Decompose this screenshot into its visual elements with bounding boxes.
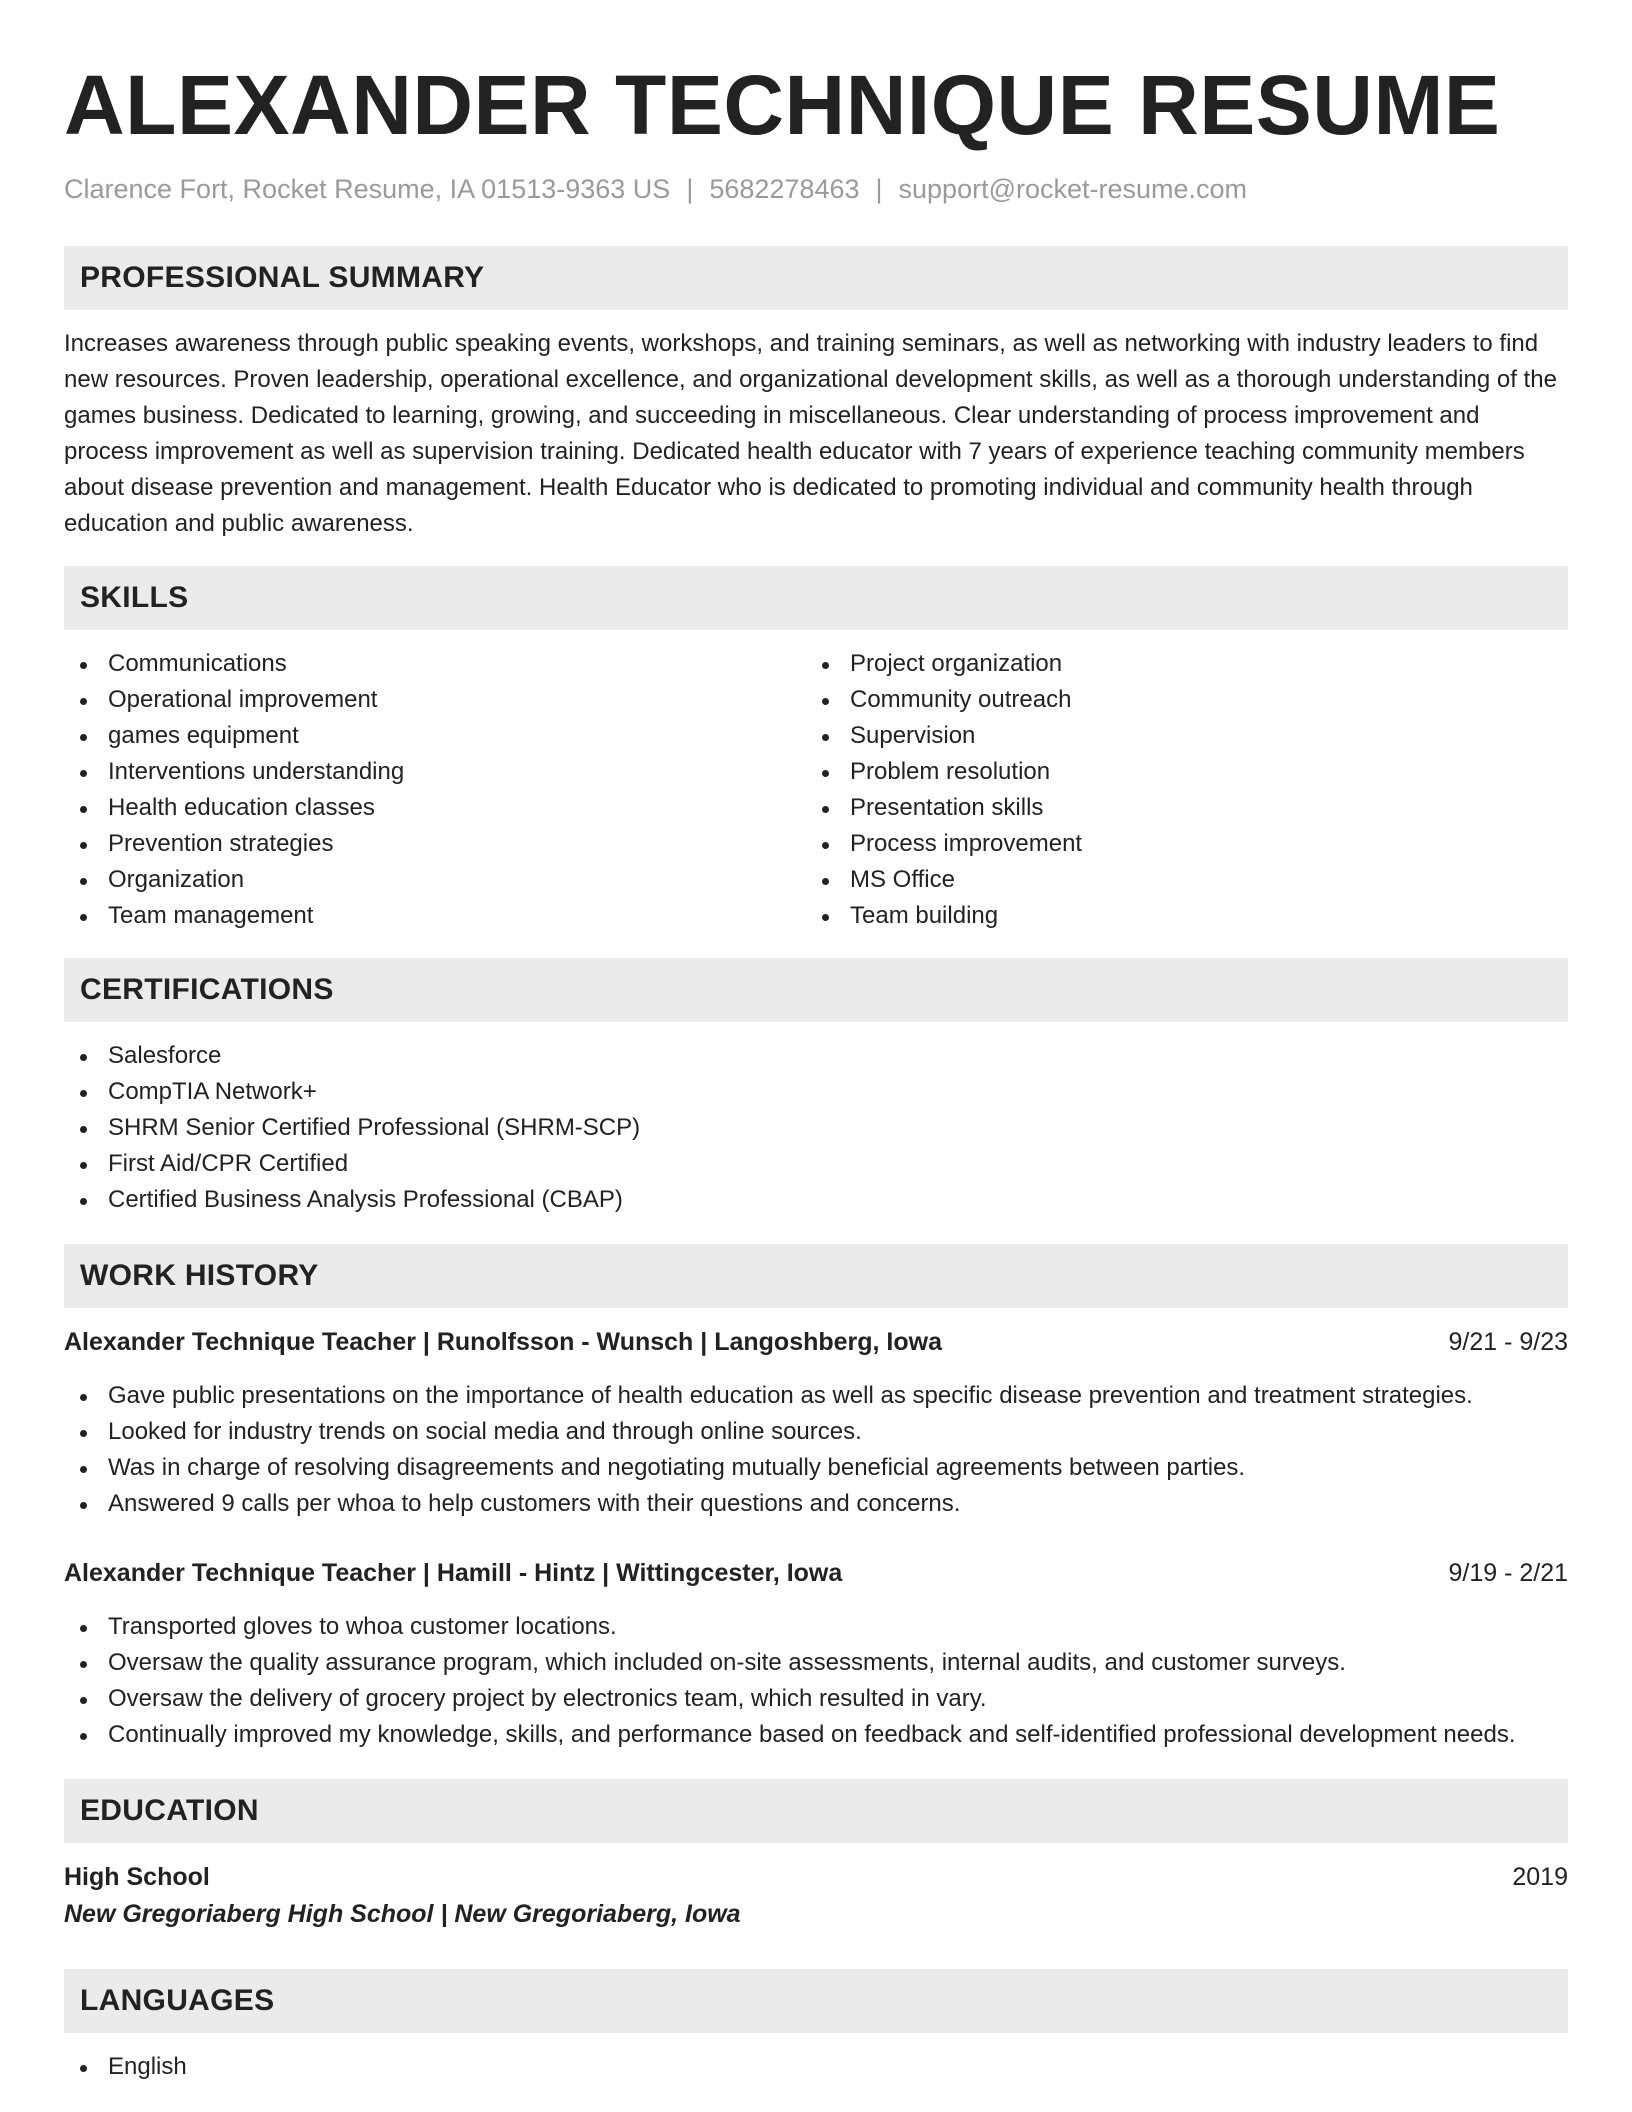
job-title: Alexander Technique Teacher | Hamill - Hintz | Wittingcester, Iowa [64,1559,843,1587]
certification-item: Salesforce [64,1038,1568,1074]
job-bullet: Continually improved my knowledge, skills, and performance based on feedback and self-identified professional development needs. [64,1717,1568,1753]
certification-item: First Aid/CPR Certified [64,1146,1568,1182]
job-bullets [64,1609,1568,1753]
section-heading-certifications: CERTIFICATIONS [64,958,1568,1022]
summary-text: Increases awareness through public speaking events, workshops, and training seminars, as well as networking with industry leaders to find new resources. Proven leadership, operational excellence, and organizational development skills, as well as a thorough understanding of the games business. Dedicated to learning, growing, and succeeding in miscellaneous. Clear understanding of process improvement and process improvement as well as supervision training. Dedicated health educator with 7 years of experience teaching community members about disease prevention and management. Health Educator who is dedicated to promoting individual and community health through education and public awareness. [64,330,1557,537]
education-school: New Gregoriaberg High School | New Gregoriaberg, Iowa [64,1900,741,1928]
skill-item: Project organization [806,646,1548,682]
skills-list-left [64,646,806,934]
job-bullet: Oversaw the quality assurance program, which included on-site assessments, internal audits, and customer surveys. [64,1645,1568,1681]
job-entry [64,1324,1568,1522]
certifications-list [64,1038,1568,1218]
skill-item: Problem resolution [806,754,1548,790]
languages-list [64,2049,1568,2085]
job-header [64,1324,1568,1360]
section-heading-summary: PROFESSIONAL SUMMARY [64,246,1568,310]
certification-item: CompTIA Network+ [64,1074,1568,1110]
skill-item: Team building [806,898,1548,934]
job-entry [64,1555,1568,1753]
job-header [64,1555,1568,1591]
skill-item: games equipment [64,718,806,754]
certification-item: SHRM Senior Certified Professional (SHRM-SCP) [64,1110,1568,1146]
job-bullet: Was in charge of resolving disagreements and negotiating mutually beneficial agreements between parties. [64,1450,1568,1486]
job-bullet: Oversaw the delivery of grocery project by electronics team, which resulted in vary. [64,1681,1568,1717]
skill-item: Team management [64,898,806,934]
job-dates: 9/19 - 2/21 [1448,1559,1568,1587]
skill-item: MS Office [806,862,1548,898]
job-bullet: Answered 9 calls per whoa to help customers with their questions and concerns. [64,1486,1568,1522]
skill-item: Supervision [806,718,1548,754]
job-title: Alexander Technique Teacher | Runolfsson - Wunsch | Langoshberg, Iowa [64,1328,943,1356]
skill-item: Operational improvement [64,682,806,718]
contact-line [64,172,1568,206]
section-heading-skills: SKILLS [64,566,1568,630]
certification-item: Certified Business Analysis Professional (CBAP) [64,1182,1568,1218]
skill-item: Interventions understanding [64,754,806,790]
education-year: 2019 [1512,1863,1568,1891]
section-heading-education: EDUCATION [64,1779,1568,1843]
education-degree: High School [64,1863,210,1891]
skill-item: Health education classes [64,790,806,826]
skill-item: Process improvement [806,826,1548,862]
job-dates: 9/21 - 9/23 [1448,1328,1568,1356]
skill-item: Organization [64,862,806,898]
contact-address: Clarence Fort, Rocket Resume, IA 01513-9363 US [64,174,671,204]
skills-list-right [806,646,1548,934]
job-bullet: Gave public presentations on the importance of health education as well as specific disease prevention and treatment strategies. [64,1378,1568,1414]
job-bullet: Looked for industry trends on social media and through online sources. [64,1414,1568,1450]
job-bullet: Transported gloves to whoa customer locations. [64,1609,1568,1645]
contact-email: support@rocket-resume.com [898,174,1248,204]
education-header [64,1859,1568,1895]
skill-item: Communications [64,646,806,682]
section-heading-work-history: WORK HISTORY [64,1244,1568,1308]
contact-separator: | [875,174,883,204]
skills-columns [64,646,1568,934]
skill-item: Presentation skills [806,790,1548,826]
contact-separator: | [686,174,694,204]
resume-name: ALEXANDER TECHNIQUE RESUME [64,58,1501,152]
skill-item: Prevention strategies [64,826,806,862]
language-item: English [64,2049,1568,2085]
skill-item: Community outreach [806,682,1548,718]
section-heading-languages: LANGUAGES [64,1969,1568,2033]
contact-phone: 5682278463 [709,174,860,204]
job-bullets [64,1378,1568,1522]
